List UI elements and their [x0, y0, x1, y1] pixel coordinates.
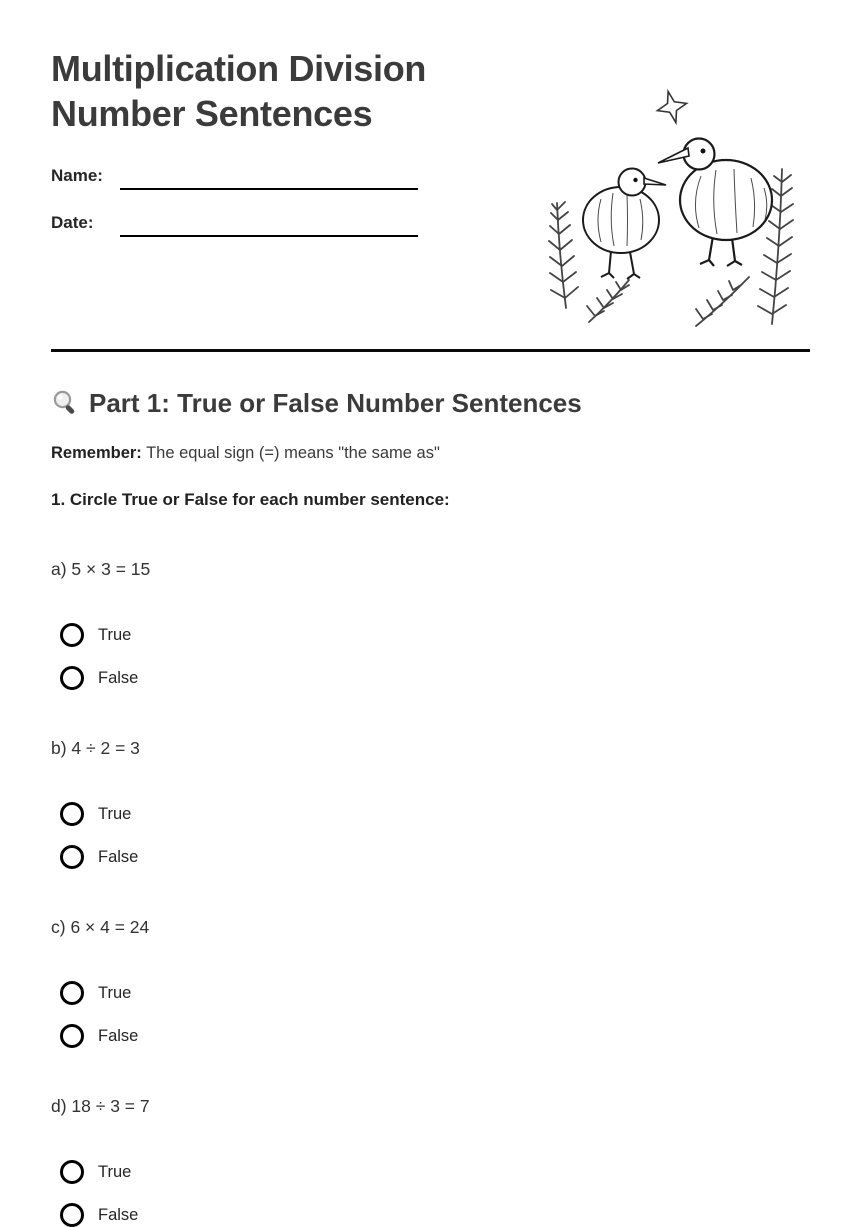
- option-b-true[interactable]: [51, 802, 810, 826]
- kiwi-birds-illustration: [541, 84, 815, 332]
- radio-button[interactable]: [60, 845, 84, 869]
- bottom-left-sprig: [587, 280, 629, 322]
- option-label: False: [98, 1206, 139, 1224]
- left-fern: [549, 202, 578, 308]
- radio-button[interactable]: [60, 1024, 84, 1048]
- question-c: [51, 915, 810, 1048]
- option-a-true[interactable]: [51, 623, 810, 647]
- question-text: d) 18 ÷ 3 = 7: [51, 1096, 150, 1116]
- section-divider: [51, 349, 810, 352]
- option-b-false[interactable]: [51, 845, 810, 869]
- radio-button[interactable]: [60, 1160, 84, 1184]
- option-c-true[interactable]: [51, 981, 810, 1005]
- magnifier-icon: [51, 389, 79, 417]
- remember-label: Remember:: [51, 444, 142, 462]
- part1-section: [51, 386, 810, 1227]
- question-text: c) 6 × 4 = 24: [51, 917, 150, 937]
- remember-note: [51, 442, 810, 464]
- question-text: a) 5 × 3 = 15: [51, 559, 151, 579]
- option-label: True: [98, 984, 132, 1002]
- option-label: False: [98, 848, 139, 866]
- option-label: True: [98, 626, 132, 644]
- date-label: Date:: [51, 213, 94, 232]
- right-kiwi-bird: [658, 139, 772, 267]
- name-input-line[interactable]: [120, 188, 418, 190]
- option-label: True: [98, 805, 132, 823]
- option-d-true[interactable]: [51, 1160, 810, 1184]
- radio-button[interactable]: [60, 802, 84, 826]
- date-input-line[interactable]: [120, 235, 418, 237]
- option-d-false[interactable]: [51, 1203, 810, 1227]
- radio-button[interactable]: [60, 1203, 84, 1227]
- part1-heading: Part 1: True or False Number Sentences: [89, 388, 582, 418]
- question-a: [51, 557, 810, 690]
- page-title: [51, 46, 426, 136]
- radio-button[interactable]: [60, 623, 84, 647]
- remember-text: The equal sign (=) means "the same as": [146, 444, 440, 462]
- option-label: True: [98, 1163, 132, 1181]
- option-label: False: [98, 669, 139, 687]
- name-label: Name:: [51, 166, 103, 185]
- option-label: False: [98, 1027, 139, 1045]
- bottom-right-sprig: [696, 277, 749, 326]
- part1-heading-row: [51, 386, 810, 420]
- option-a-false[interactable]: [51, 666, 810, 690]
- question-b: [51, 736, 810, 869]
- instruction-text: 1. Circle True or False for each number sentence:: [51, 490, 450, 509]
- radio-button[interactable]: [60, 981, 84, 1005]
- page-title-line1: Multiplication Division: [51, 48, 427, 89]
- question-text: b) 4 ÷ 2 = 3: [51, 738, 140, 758]
- option-c-false[interactable]: [51, 1024, 810, 1048]
- sparkle-star-icon: [654, 88, 691, 126]
- left-kiwi-bird: [583, 169, 666, 280]
- page-title-line2: Number Sentences: [51, 93, 373, 134]
- radio-button[interactable]: [60, 666, 84, 690]
